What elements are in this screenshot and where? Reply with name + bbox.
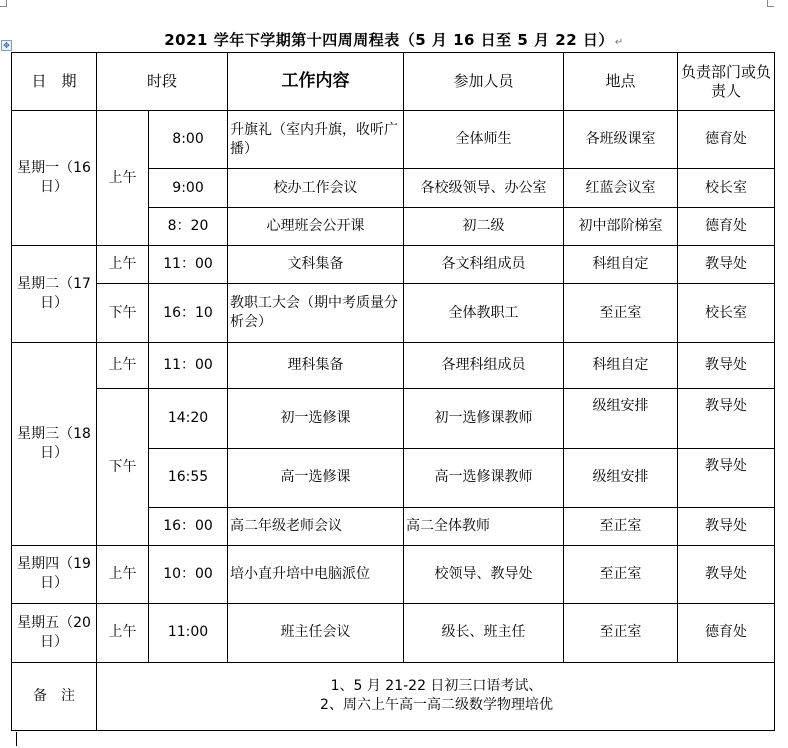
content-cell: 高二年级老师会议 — [228, 507, 404, 545]
half-pm: 下午 — [97, 389, 149, 545]
header-row — [12, 53, 775, 111]
half-pm: 下午 — [97, 284, 149, 343]
time-cell: 11：00 — [149, 343, 228, 389]
responsible-cell: 德育处 — [678, 208, 775, 246]
day-wednesday: 星期三（18 日） — [12, 343, 97, 545]
schedule-table — [11, 52, 775, 731]
content-cell: 理科集备 — [228, 343, 404, 389]
responsible-cell: 教导处 — [678, 389, 775, 448]
half-am: 上午 — [97, 111, 149, 246]
location-cell: 至正室 — [564, 507, 678, 545]
location-cell: 红蓝会议室 — [564, 169, 678, 208]
location-cell: 各班级课室 — [564, 111, 678, 169]
page-title: 2021 学年下学期第十四周周程表（5 月 16 日至 5 月 22 日）↵ — [164, 31, 624, 49]
remarks-content — [97, 662, 775, 730]
responsible-cell: 教导处 — [678, 343, 775, 389]
location-cell: 级组安排 — [564, 389, 678, 448]
half-am: 上午 — [97, 343, 149, 389]
content-cell: 高一选修课 — [228, 448, 404, 507]
participants-cell: 全体教职工 — [404, 284, 564, 343]
location-cell: 科组自定 — [564, 246, 678, 284]
header-content: 工作内容 — [228, 53, 404, 111]
header-period: 时段 — [97, 53, 228, 111]
table-row — [12, 284, 775, 343]
responsible-cell: 教导处 — [678, 246, 775, 284]
time-cell: 8：20 — [149, 208, 228, 246]
content-cell: 升旗礼（室内升旗，收听广播） — [228, 111, 404, 169]
responsible-cell: 校长室 — [678, 284, 775, 343]
day-monday: 星期一（16 日） — [12, 111, 97, 246]
page-corner-mark — [0, 0, 7, 7]
header-responsible: 负责部门或负责人 — [678, 53, 775, 111]
responsible-cell: 德育处 — [678, 111, 775, 169]
participants-cell: 各校级领导、办公室 — [404, 169, 564, 208]
participants-cell: 高二全体教师 — [404, 507, 564, 545]
location-cell: 至正室 — [564, 284, 678, 343]
table-move-handle-icon[interactable]: ✥ — [1, 40, 12, 51]
location-cell: 至正室 — [564, 603, 678, 662]
responsible-cell: 教导处 — [678, 545, 775, 603]
participants-cell: 级长、班主任 — [404, 603, 564, 662]
time-cell: 8:00 — [149, 111, 228, 169]
half-am: 上午 — [97, 603, 149, 662]
responsible-cell: 教导处 — [678, 448, 775, 507]
time-cell: 16：10 — [149, 284, 228, 343]
half-am: 上午 — [97, 545, 149, 603]
day-tuesday: 星期二（17 日） — [12, 246, 97, 343]
content-cell: 文科集备 — [228, 246, 404, 284]
table-row — [12, 545, 775, 603]
table-row — [12, 111, 775, 169]
remarks-label: 备 注 — [12, 662, 97, 730]
day-friday: 星期五（20 日） — [12, 603, 97, 662]
day-thursday: 星期四（19 日） — [12, 545, 97, 603]
time-cell: 16：00 — [149, 507, 228, 545]
location-cell: 至正室 — [564, 545, 678, 603]
table-row — [12, 603, 775, 662]
location-cell: 初中部阶梯室 — [564, 208, 678, 246]
time-cell: 10：00 — [149, 545, 228, 603]
responsible-cell: 德育处 — [678, 603, 775, 662]
participants-cell: 初二级 — [404, 208, 564, 246]
time-cell: 11：00 — [149, 246, 228, 284]
header-date: 日 期 — [12, 53, 97, 111]
responsible-cell: 教导处 — [678, 507, 775, 545]
remarks-row — [12, 662, 775, 730]
participants-cell: 全体师生 — [404, 111, 564, 169]
participants-cell: 各理科组成员 — [404, 343, 564, 389]
header-participants: 参加人员 — [404, 53, 564, 111]
time-cell: 16:55 — [149, 448, 228, 507]
page-corner-mark — [767, 0, 774, 7]
header-location: 地点 — [564, 53, 678, 111]
remarks-line: 1、5 月 21-22 日初三口语考试、 — [330, 678, 543, 695]
location-cell: 科组自定 — [564, 343, 678, 389]
content-cell: 班主任会议 — [228, 603, 404, 662]
time-cell: 11:00 — [149, 603, 228, 662]
remarks-line: 2、周六上午高一高二级数学物理培优 — [320, 697, 553, 714]
participants-cell: 高一选修课教师 — [404, 448, 564, 507]
time-cell: 14:20 — [149, 389, 228, 448]
table-row — [12, 389, 775, 448]
responsible-cell: 校长室 — [678, 169, 775, 208]
location-cell: 级组安排 — [564, 448, 678, 507]
paragraph-mark-icon: ↵ — [614, 37, 624, 48]
participants-cell: 各文科组成员 — [404, 246, 564, 284]
half-am: 上午 — [97, 246, 149, 284]
content-cell: 心理班会公开课 — [228, 208, 404, 246]
content-cell: 培小直升培中电脑派位 — [228, 545, 404, 603]
content-cell: 校办工作会议 — [228, 169, 404, 208]
time-cell: 9:00 — [149, 169, 228, 208]
content-cell: 初一选修课 — [228, 389, 404, 448]
table-row — [12, 343, 775, 389]
text-cursor — [16, 732, 17, 746]
participants-cell: 校领导、教导处 — [404, 545, 564, 603]
participants-cell: 初一选修课教师 — [404, 389, 564, 448]
content-cell: 教职工大会（期中考质量分析会） — [228, 284, 404, 343]
table-row — [12, 246, 775, 284]
